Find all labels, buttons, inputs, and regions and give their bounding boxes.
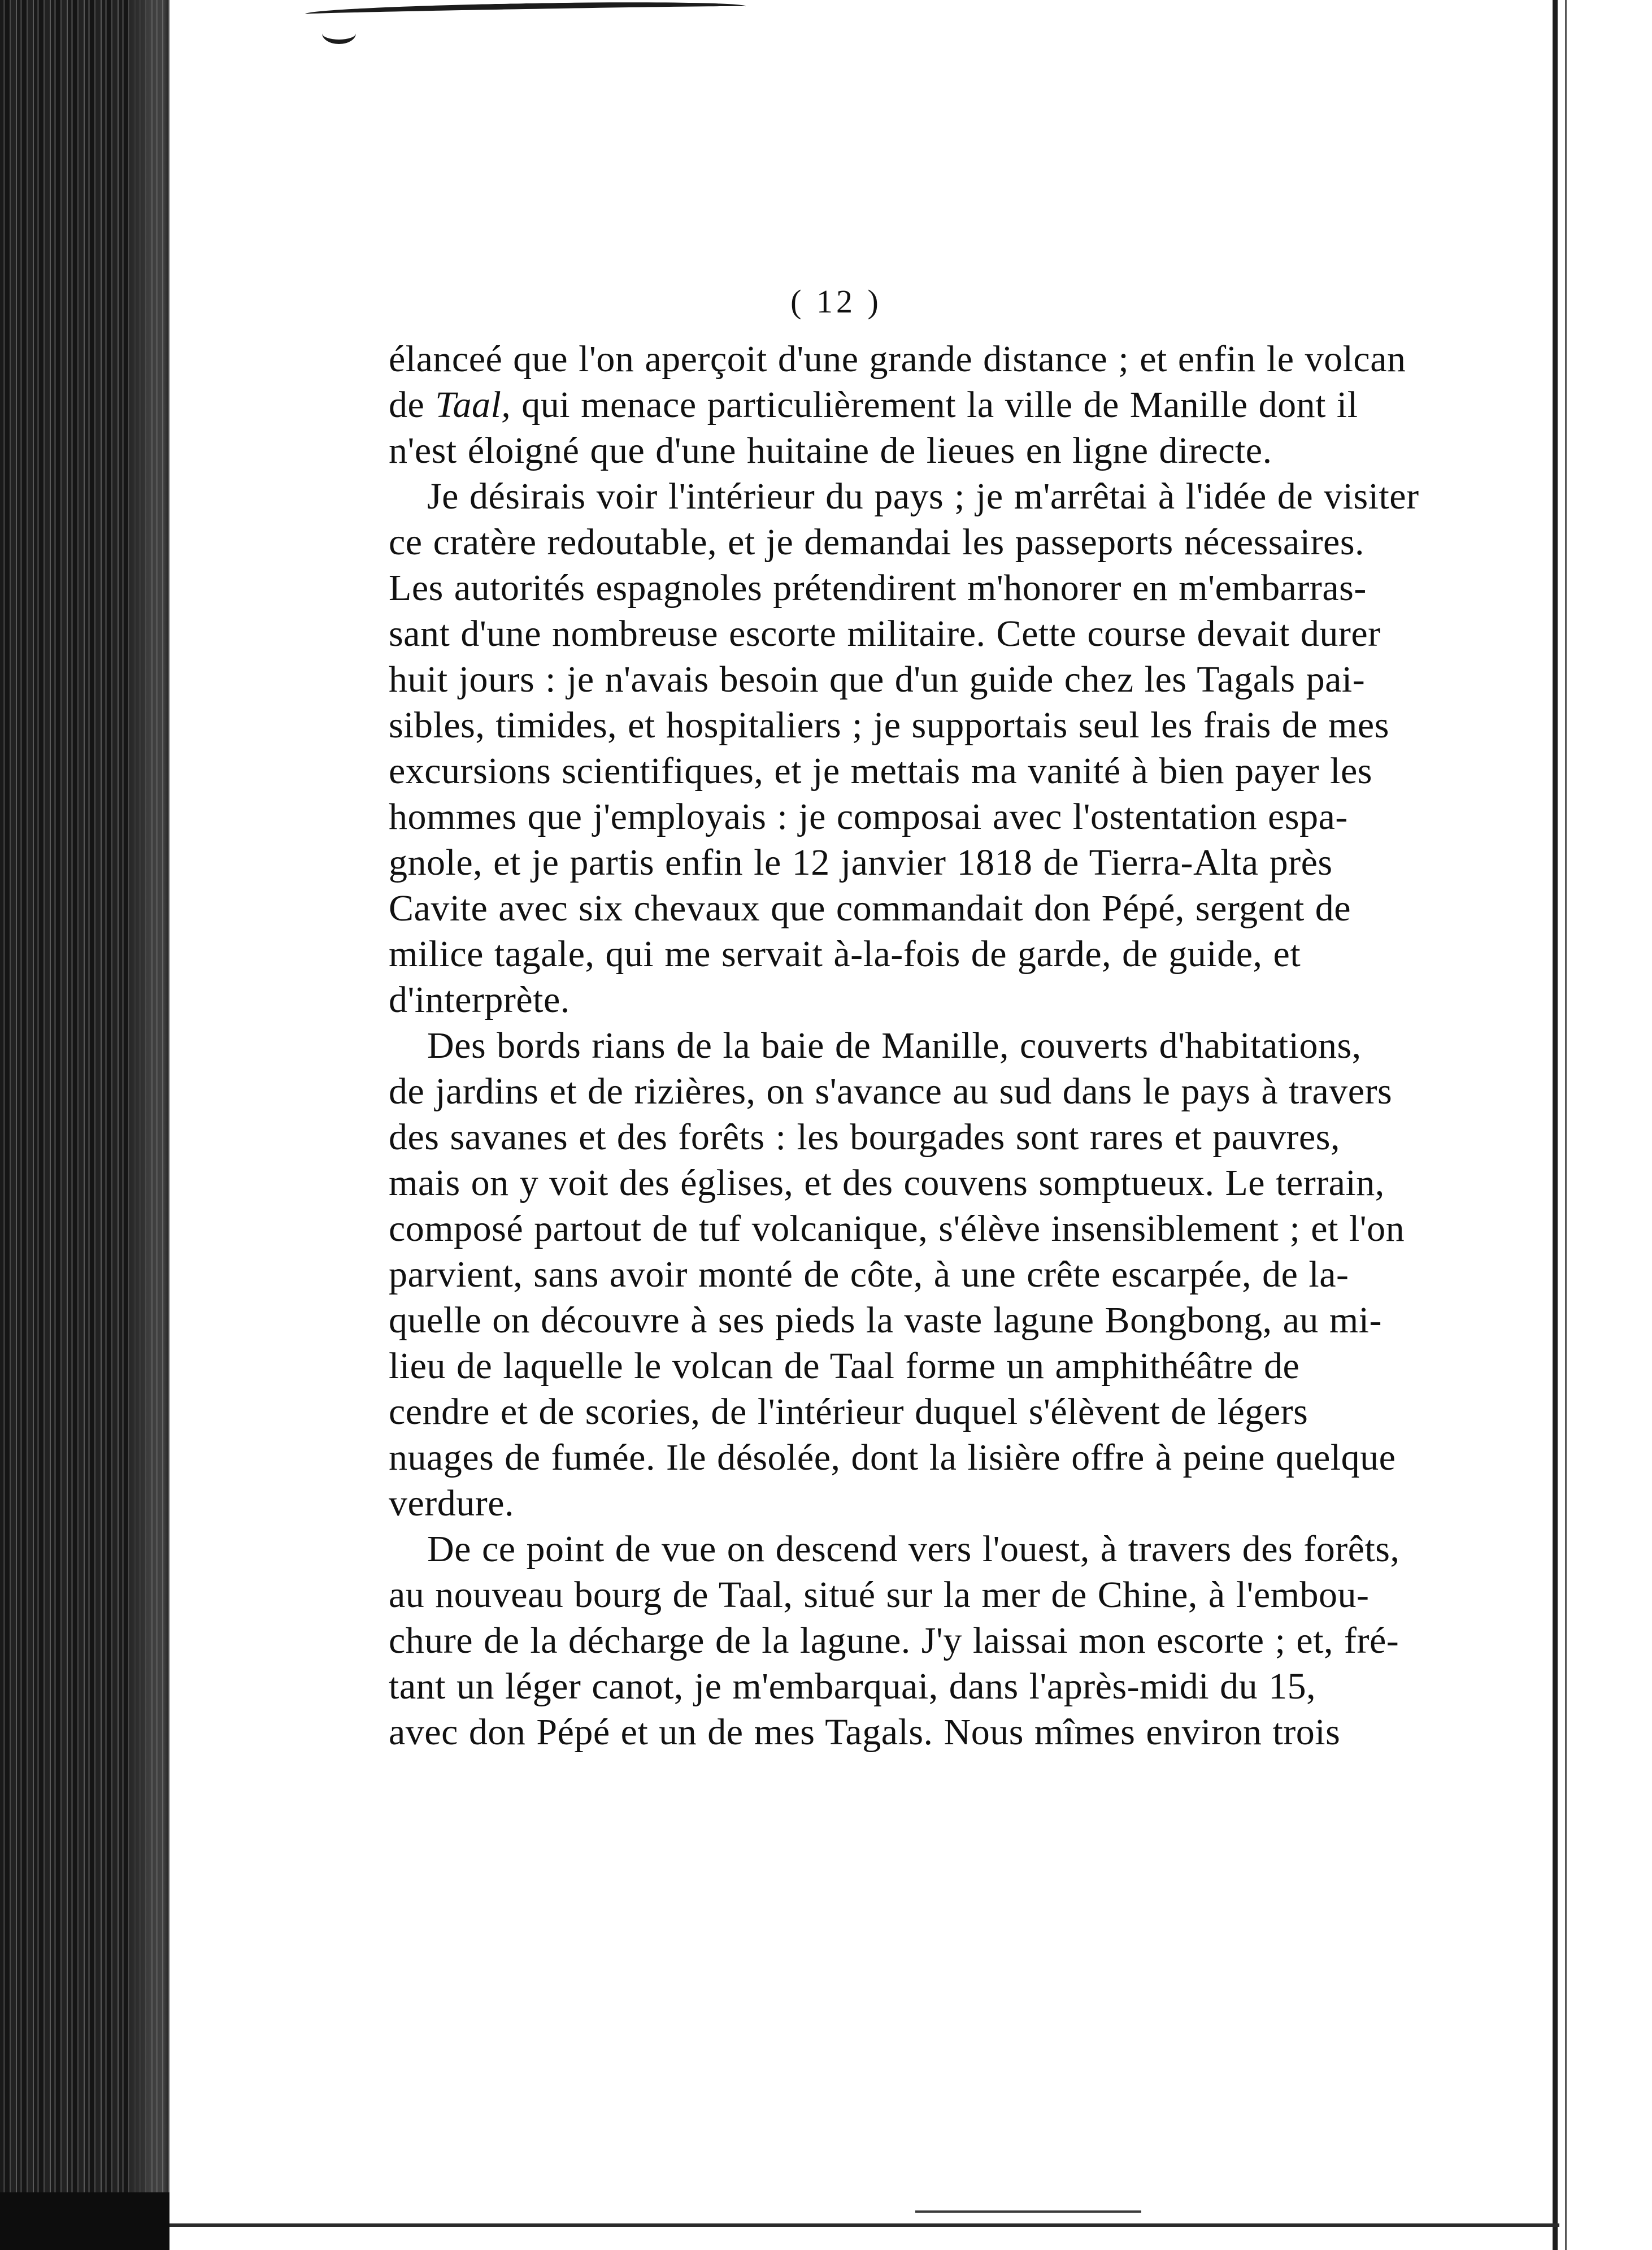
right-page-edge	[1553, 0, 1558, 2250]
text-line: nuages de fumée. Ile désolée, dont la lisière offre à peine quelque	[389, 1437, 1396, 1478]
paragraph-1	[389, 336, 1406, 474]
text-line: Des bords rians de la baie de Manille, couverts d'habitations,	[427, 1025, 1362, 1066]
text-line: quelle on découvre à ses pieds la vaste lagune Bongbong, au mi-	[389, 1300, 1383, 1341]
bottom-edge-mark	[915, 2210, 1141, 2213]
text-line: cendre et de scories, de l'intérieur duquel s'élèvent de légers	[389, 1391, 1308, 1432]
paragraph-2	[389, 474, 1419, 1023]
text-line: tant un léger canot, je m'embarquai, dans l'après-midi du 15,	[389, 1666, 1316, 1707]
text-line: Cavite avec six chevaux que commandait don Pépé, sergent de	[389, 888, 1351, 929]
text-line: de Taal, qui menace particulièrement la ville de Manille dont il	[389, 384, 1358, 425]
text-line: élanceé que l'on aperçoit d'une grande distance ; et enfin le volcan	[389, 338, 1406, 380]
text-line: des savanes et des forêts : les bourgades sont rares et pauvres,	[389, 1117, 1340, 1158]
body-text	[389, 336, 1419, 1755]
page-number: ( 12 )	[790, 283, 882, 320]
right-page-edge-thin	[1565, 0, 1567, 2250]
italic-place-name: Taal,	[435, 384, 511, 425]
text-line: gnole, et je partis enfin le 12 janvier 1818 de Tierra-Alta près	[389, 842, 1333, 883]
text-line: sant d'une nombreuse escorte militaire. Cette course devait durer	[389, 613, 1381, 654]
text-line: n'est éloigné que d'une huitaine de lieues en ligne directe.	[389, 430, 1272, 471]
text-line: milice tagale, qui me servait à-la-fois de garde, de guide, et	[389, 933, 1301, 975]
text-line: de jardins et de rizières, on s'avance au sud dans le pays à travers	[389, 1071, 1393, 1112]
text-line: Je désirais voir l'intérieur du pays ; je m'arrêtai à l'idée de visiter	[427, 476, 1419, 517]
top-edge-mark	[305, 0, 746, 21]
text-line: avec don Pépé et un de mes Tagals. Nous mîmes environ trois	[389, 1712, 1341, 1753]
text-line: De ce point de vue on descend vers l'ouest, à travers des forêts,	[427, 1528, 1400, 1570]
paragraph-4	[389, 1526, 1400, 1755]
text-line: hommes que j'employais : je composai avec l'ostentation espa-	[389, 796, 1348, 837]
paragraph-3	[389, 1023, 1405, 1526]
text-line: excursions scientifiques, et je mettais ma vanité à bien payer les	[389, 750, 1372, 792]
text-line: parvient, sans avoir monté de côte, à une crête escarpée, de la-	[389, 1254, 1349, 1295]
text-line: ce cratère redoutable, et je demandai les passeports nécessaires.	[389, 522, 1365, 563]
text-line: verdure.	[389, 1483, 515, 1524]
text-line: chure de la décharge de la lagune. J'y laissai mon escorte ; et, fré-	[389, 1620, 1399, 1661]
text-line: Les autorités espagnoles prétendirent m'honorer en m'embarras-	[389, 567, 1367, 609]
bottom-page-edge	[169, 2223, 1559, 2227]
text-line: huit jours : je n'avais besoin que d'un guide chez les Tagals pai-	[389, 659, 1366, 700]
text-line: d'interprète.	[389, 979, 570, 1020]
text-line: mais on y voit des églises, et des couvens somptueux. Le terrain,	[389, 1162, 1385, 1204]
spine-bottom-shadow	[0, 2192, 169, 2250]
text-line: composé partout de tuf volcanique, s'élève insensiblement ; et l'on	[389, 1208, 1405, 1249]
spine-shadow	[130, 0, 169, 2250]
text-line: au nouveau bourg de Taal, situé sur la mer de Chine, à l'embou-	[389, 1574, 1370, 1615]
top-edge-squiggle	[322, 23, 356, 44]
text-line: lieu de laquelle le volcan de Taal forme un amphithéâtre de	[389, 1345, 1300, 1387]
text-line: sibles, timides, et hospitaliers ; je supportais seul les frais de mes	[389, 705, 1389, 746]
